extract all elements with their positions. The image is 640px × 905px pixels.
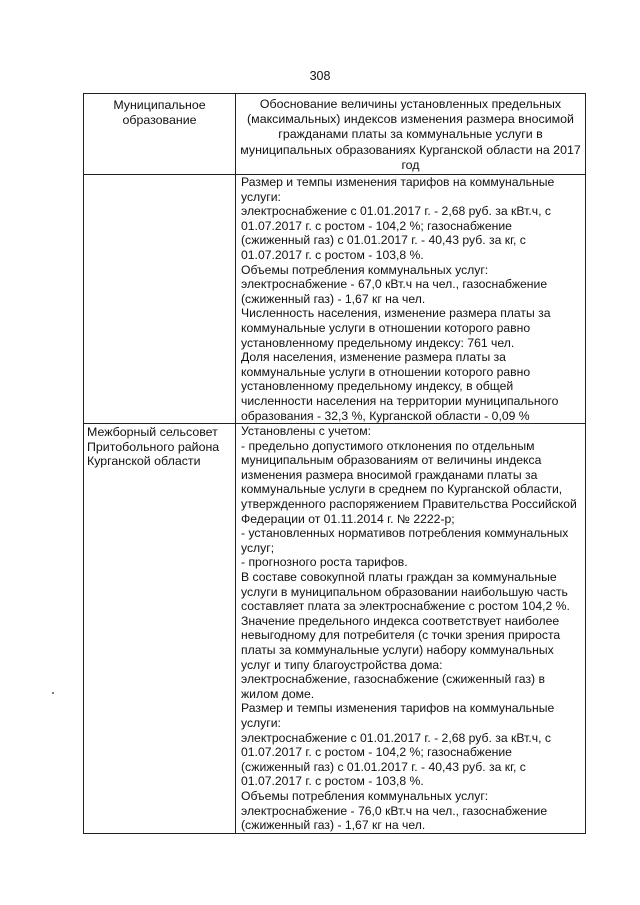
paragraph: В составе совокупной платы граждан за коммунальные услуги в муниципальном образовании наибольшую часть составляет плата за электроснабжение с ростом 104,2 %. <box>241 570 570 614</box>
paragraph: электроснабжение - 67,0 кВт.ч на чел., газоснабжение (сжиженный газ) - 1,67 кг на чел. <box>241 277 548 306</box>
paragraph: электроснабжение, газоснабжение (сжиженный газ) в жилом доме. <box>241 672 545 701</box>
paragraph: Значение предельного индекса соответствует наиболее невыгодному для потребителя (с точки зрения прироста платы за коммунальные услуги) набору коммунальных услуг и типу благоустройства дома: <box>241 613 561 672</box>
paragraph: Объемы потребления коммунальных услуг: <box>241 262 489 277</box>
paragraph: электроснабжение с 01.01.2017 г. - 2,68 руб. за кВт.ч, с 01.07.2017 г. с ростом - 104,2 %; газоснабжение (сжиженный газ) с 01.01.2017 г. - 40,43 руб. за кг, с 01.07.2017 г. с ростом - 103,8 %. <box>241 204 551 262</box>
tariff-justification-table <box>83 93 586 834</box>
paragraph: - установленных нормативов потребления коммунальных услуг; <box>241 526 569 555</box>
paragraph: Размер и темпы изменения тарифов на коммунальные услуги: <box>241 701 555 730</box>
scan-speck <box>52 692 54 694</box>
paragraph: Размер и темпы изменения тарифов на коммунальные услуги: <box>241 175 555 204</box>
municipality-cell <box>84 175 236 424</box>
paragraph: - предельно допустимого отклонения по отдельным муниципальным образованиям от величины индекса изменения размера вносимой гражданами платы за коммунальные услуги в среднем по Курганской области, утвержденного распоряжением Правительства Российской Федерации от 01.11.2014 г. № 2222-р; <box>241 438 577 526</box>
municipality-name: Межборный сельсовет Притобольного района Курганской области <box>87 425 220 469</box>
municipality-cell <box>84 424 236 834</box>
justification-text <box>236 424 585 833</box>
table-row <box>84 175 586 424</box>
table-row <box>84 424 586 834</box>
paragraph: - прогнозного роста тарифов. <box>241 555 408 570</box>
justification-cell <box>236 175 586 424</box>
header-municipality: Муниципальное образование <box>113 98 206 127</box>
table-header-row <box>84 94 586 175</box>
header-justification: Обоснование величины установленных предельных (максимальных) индексов изменения размера вносимой гражданами платы за коммунальные услуги в муниципальных образованиях Курганской области на 2017 год <box>240 97 581 172</box>
paragraph: Доля населения, изменение размера платы за коммунальные услуги в отношении которого равно установленному предельному индексу, в общей численности населения на территории муниципального образования - 32,3 %, Курганской области - 0,09 % <box>241 350 559 423</box>
paragraph: Объемы потребления коммунальных услуг: <box>241 788 489 803</box>
municipality-name <box>84 175 235 176</box>
paragraph: электроснабжение - 76,0 кВт.ч на чел., газоснабжение (сжиженный газ) - 1,67 кг на чел. <box>241 803 548 833</box>
paragraph: Численность населения, изменение размера платы за коммунальные услуги в отношении которого равно установленному предельному индексу: 761 чел. <box>241 306 551 350</box>
header-municipality-cell <box>84 94 236 175</box>
header-justification-cell <box>236 94 586 175</box>
page-number: 308 <box>309 69 331 83</box>
paragraph: Установлены с учетом: <box>241 424 371 439</box>
justification-text <box>236 175 585 423</box>
paragraph: электроснабжение с 01.01.2017 г. - 2,68 руб. за кВт.ч, с 01.07.2017 г. с ростом - 104,2 %; газоснабжение (сжиженный газ) с 01.01.2017 г. - 40,43 руб. за кг, с 01.07.2017 г. с ростом - 103,8 %. <box>241 730 551 789</box>
justification-cell <box>236 424 586 834</box>
